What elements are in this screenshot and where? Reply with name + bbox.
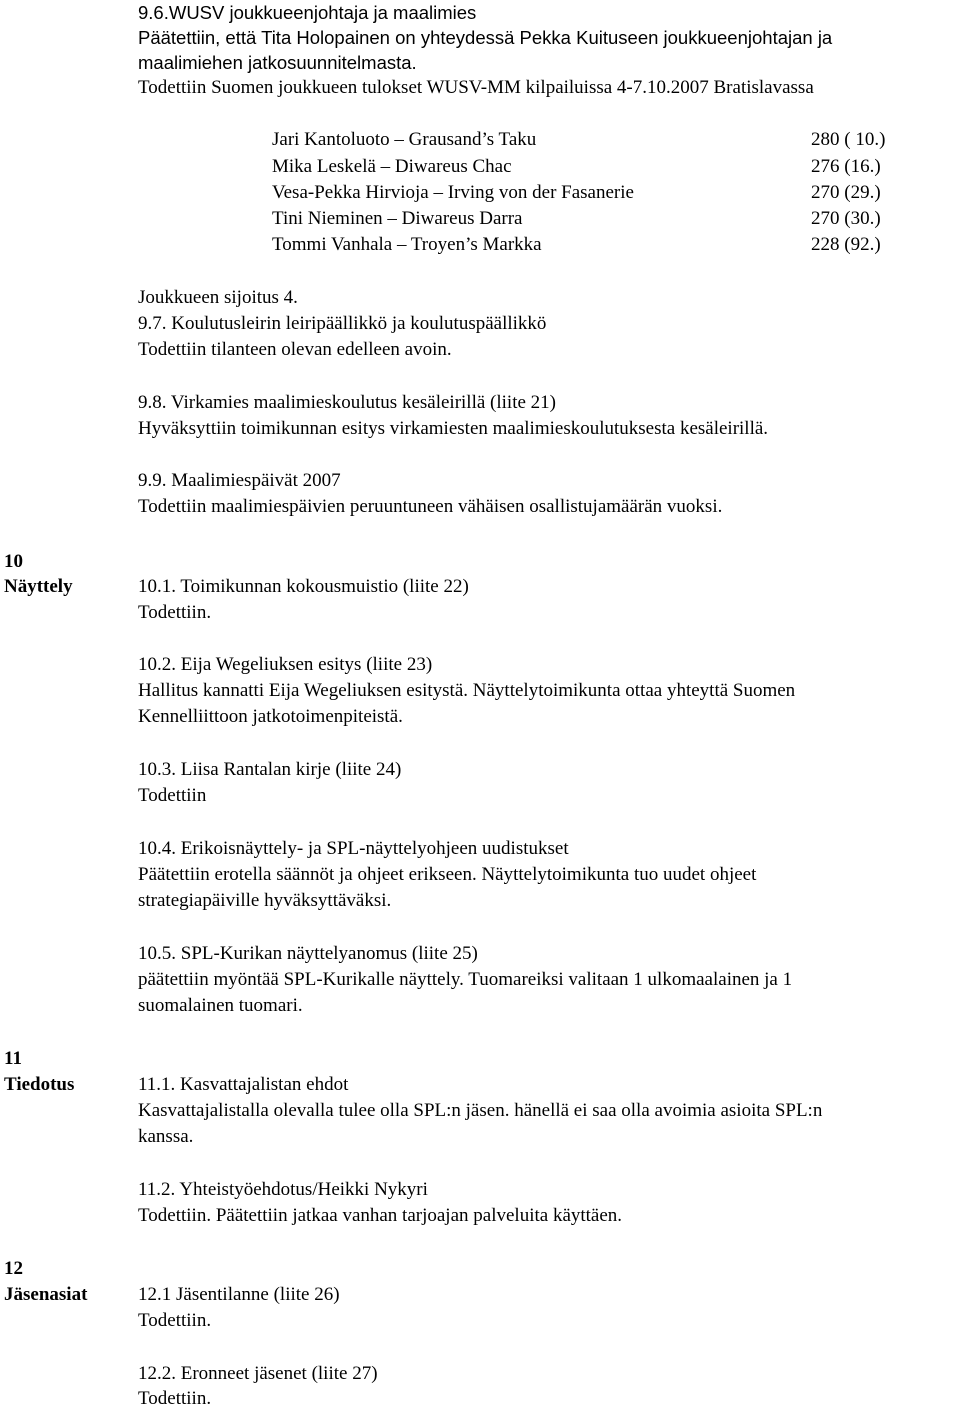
item-heading-10-4: 10.4. Erikoisnäyttely- ja SPL-näyttelyohjeen uudistukset	[138, 838, 569, 859]
paragraph-line: Todettiin.	[138, 602, 212, 623]
section-number: 11	[4, 1048, 22, 1069]
team-placement: Joukkueen sijoitus 4.	[138, 287, 298, 308]
result-score: 276 (16.)	[811, 156, 881, 177]
paragraph-line: Todettiin	[138, 785, 207, 806]
paragraph-line: Hallitus kannatti Eija Wegeliuksen esitystä. Näyttelytoimikunta ottaa yhteyttä Suomen	[138, 680, 796, 701]
paragraph-line: Todettiin. Päätettiin jatkaa vanhan tarjoajan palveluita käyttäen.	[138, 1205, 623, 1226]
item-heading-10-1: 10.1. Toimikunnan kokousmuistio (liite 22)	[138, 576, 469, 597]
paragraph-line: Todettiin.	[138, 1388, 212, 1409]
section-label: Näyttely	[4, 576, 73, 597]
section-heading-9-7: 9.7. Koulutusleirin leiripäällikkö ja koulutuspäällikkö	[138, 313, 547, 334]
paragraph-line: Hyväksyttiin toimikunnan esitys virkamiesten maalimieskoulutuksesta kesäleirillä.	[138, 418, 769, 439]
paragraph-line: Todettiin tilanteen olevan edelleen avoin.	[138, 339, 452, 360]
section-heading-9-8: 9.8. Virkamies maalimieskoulutus kesäleirillä (liite 21)	[138, 392, 556, 413]
item-heading-10-3: 10.3. Liisa Rantalan kirje (liite 24)	[138, 759, 402, 780]
paragraph-line: Todettiin maalimiespäivien peruuntuneen vähäisen osallistujamäärän vuoksi.	[138, 496, 723, 517]
section-label: Tiedotus	[4, 1074, 75, 1095]
result-team: Mika Leskelä – Diwareus Chac	[272, 156, 512, 177]
paragraph-line: strategiapäiville hyväksyttäväksi.	[138, 890, 392, 911]
result-score: 270 (30.)	[811, 208, 881, 229]
result-score: 228 (92.)	[811, 234, 881, 255]
paragraph-line: Todettiin Suomen joukkueen tulokset WUSV-MM kilpailuissa 4-7.10.2007 Bratislavassa	[138, 77, 814, 98]
paragraph-line: maalimiehen jatkosuunnitelmasta.	[138, 52, 417, 73]
paragraph-line: Päätettiin, että Tita Holopainen on yhteydessä Pekka Kuituseen joukkueenjohtajan ja	[138, 27, 833, 48]
section-number: 12	[4, 1258, 23, 1279]
item-heading-11-2: 11.2. Yhteistyöehdotus/Heikki Nykyri	[138, 1179, 428, 1200]
result-team: Vesa-Pekka Hirvioja – Irving von der Fasanerie	[272, 182, 634, 203]
section-heading-9-6: 9.6.WUSV joukkueenjohtaja ja maalimies	[138, 2, 477, 23]
paragraph-line: Kasvattajalistalla olevalla tulee olla SPL:n jäsen. hänellä ei saa olla avoimia asioita SPL:n	[138, 1100, 823, 1121]
section-heading-9-9: 9.9. Maalimiespäivät 2007	[138, 470, 341, 491]
result-team: Tini Nieminen – Diwareus Darra	[272, 208, 523, 229]
item-heading-10-5: 10.5. SPL-Kurikan näyttelyanomus (liite 25)	[138, 943, 478, 964]
item-heading-11-1: 11.1. Kasvattajalistan ehdot	[138, 1074, 349, 1095]
paragraph-line: Päätettiin erotella säännöt ja ohjeet erikseen. Näyttelytoimikunta tuo uudet ohjeet	[138, 864, 757, 885]
section-number: 10	[4, 551, 23, 572]
paragraph-line: suomalainen tuomari.	[138, 995, 303, 1016]
result-team: Tommi Vanhala – Troyen’s Markka	[272, 234, 542, 255]
paragraph-line: Todettiin.	[138, 1310, 212, 1331]
item-heading-12-2: 12.2. Eronneet jäsenet (liite 27)	[138, 1363, 378, 1384]
paragraph-line: Kennelliittoon jatkotoimenpiteistä.	[138, 706, 403, 727]
section-label: Jäsenasiat	[4, 1284, 88, 1305]
item-heading-10-2: 10.2. Eija Wegeliuksen esitys (liite 23)	[138, 654, 433, 675]
paragraph-line: päätettiin myöntää SPL-Kurikalle näyttely. Tuomareiksi valitaan 1 ulkomaalainen ja 1	[138, 969, 793, 990]
result-score: 270 (29.)	[811, 182, 881, 203]
item-heading-12-1: 12.1 Jäsentilanne (liite 26)	[138, 1284, 340, 1305]
paragraph-line: kanssa.	[138, 1126, 194, 1147]
result-team: Jari Kantoluoto – Grausand’s Taku	[272, 129, 537, 150]
result-score: 280 ( 10.)	[811, 129, 886, 150]
